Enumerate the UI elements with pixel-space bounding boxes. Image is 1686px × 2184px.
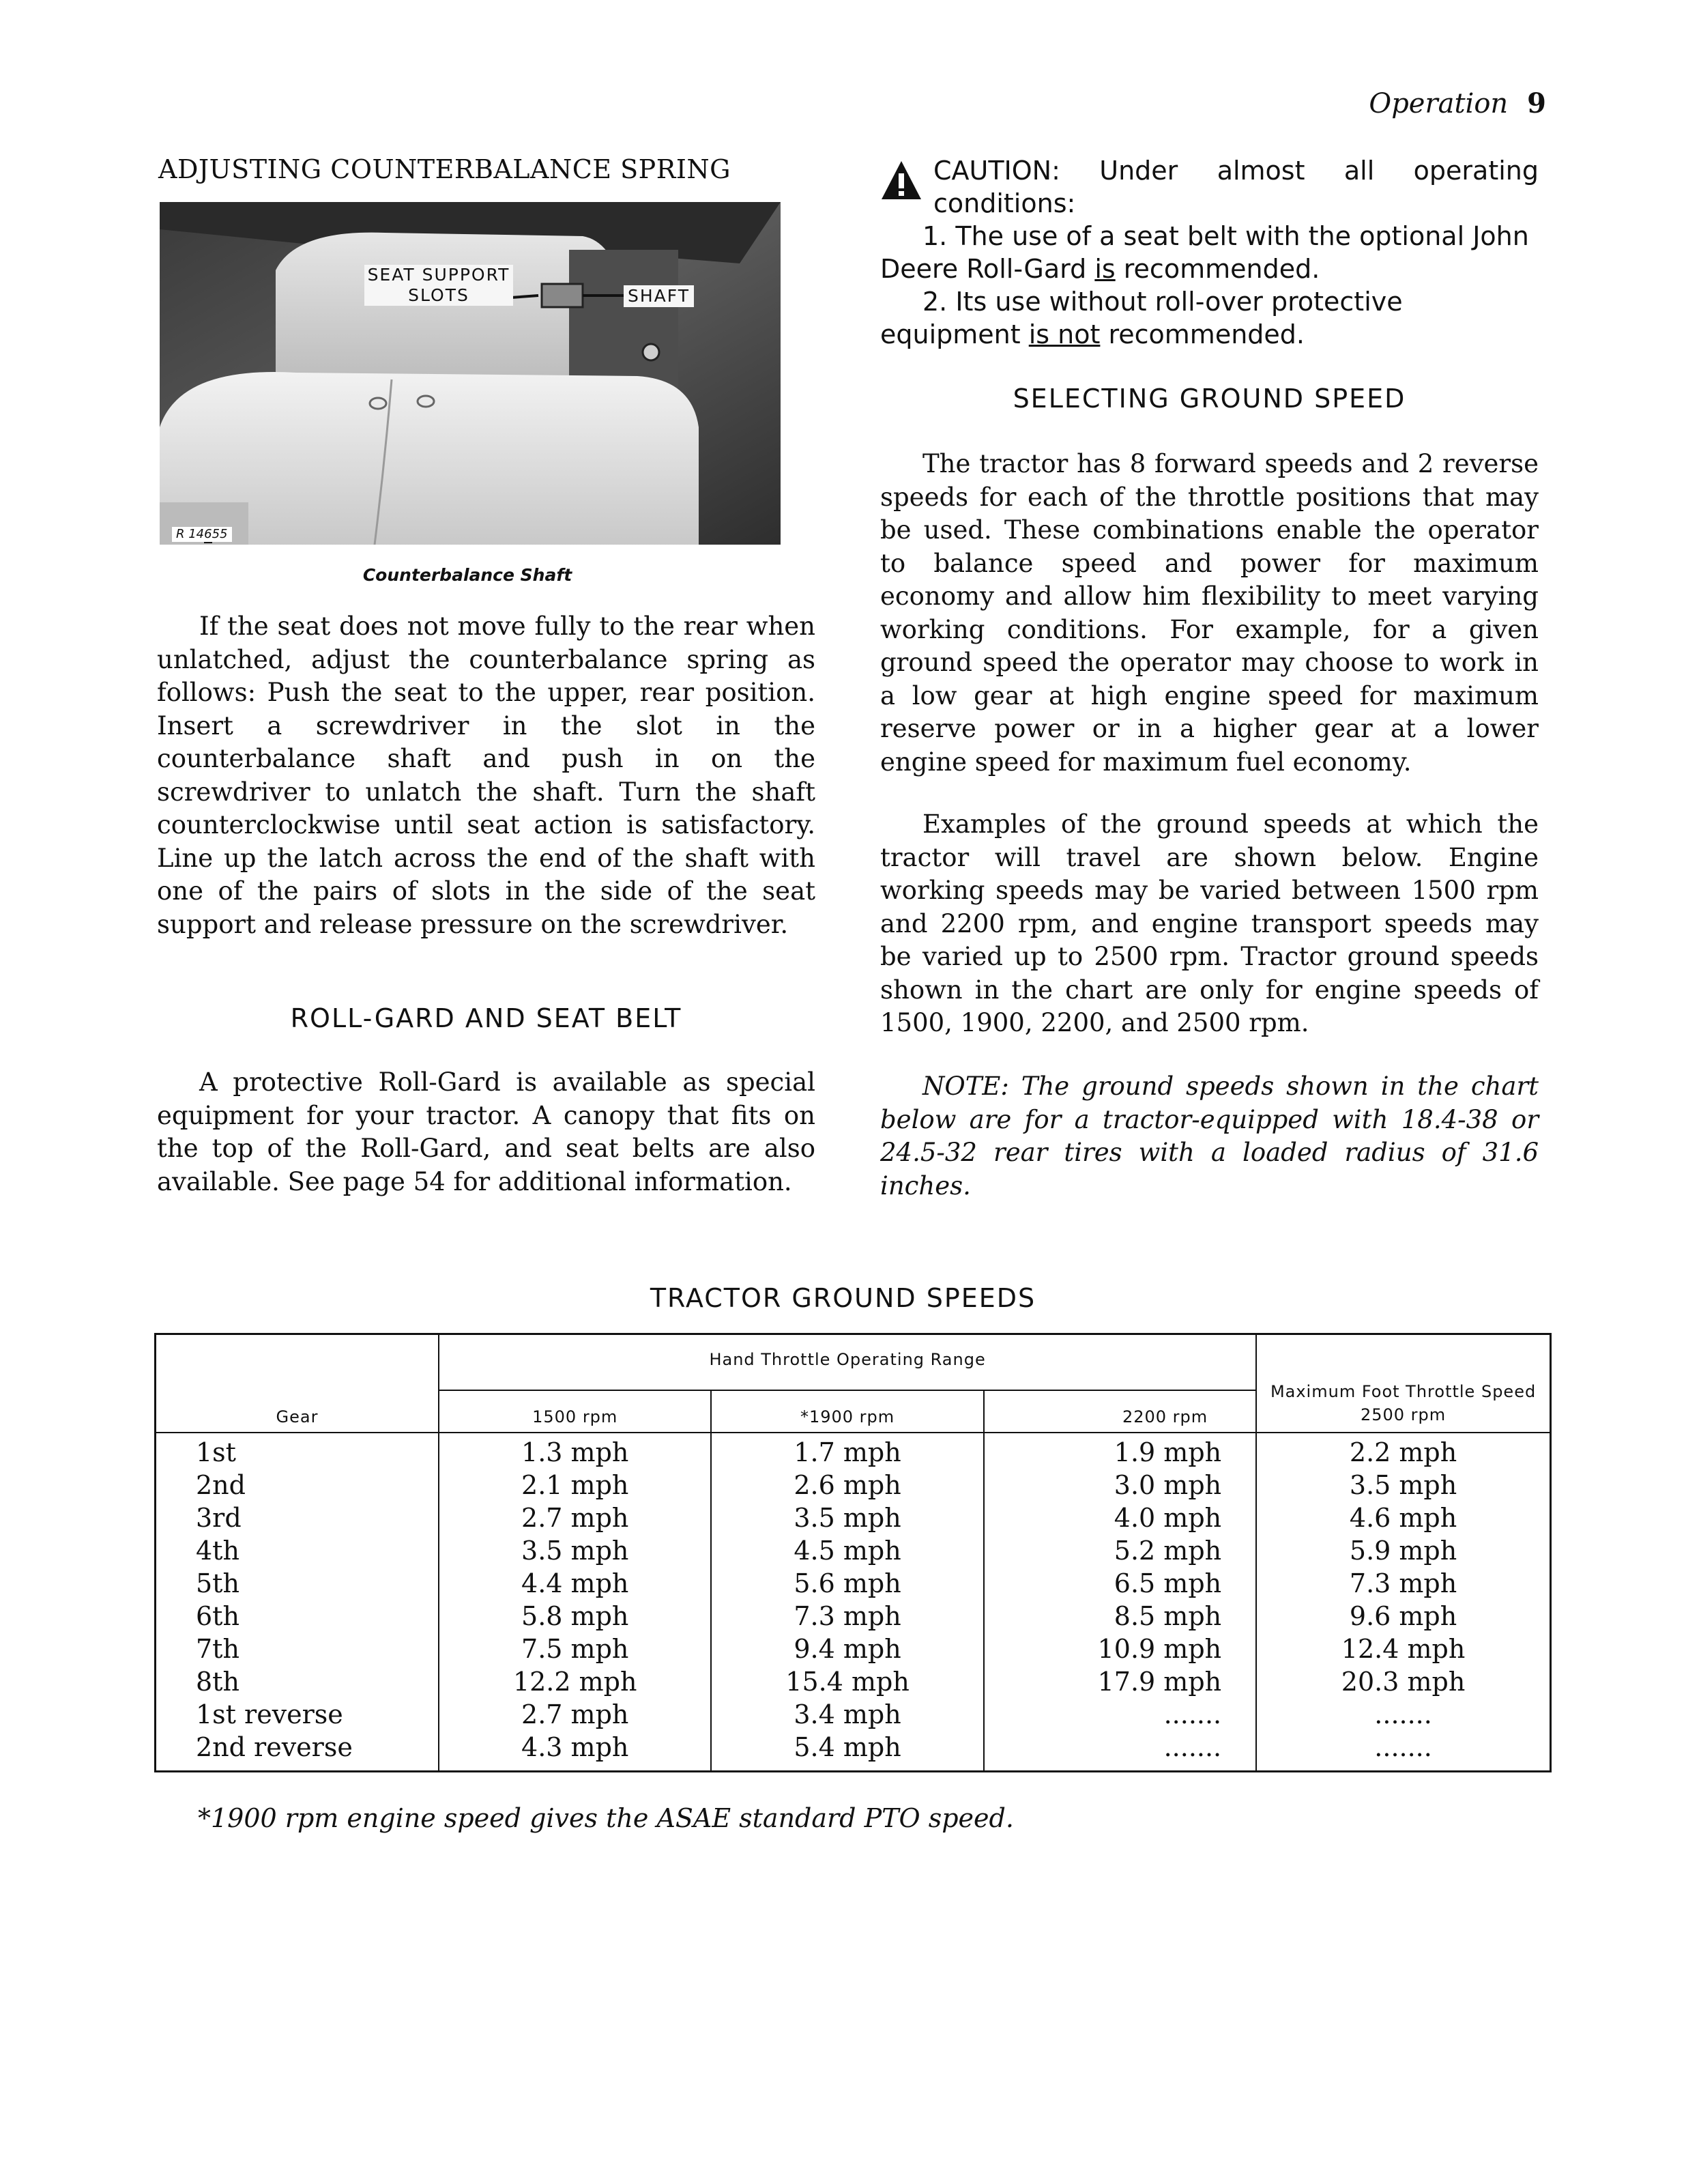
table-row [156, 1731, 1551, 1772]
cell-2200: 4.0 mph [984, 1502, 1256, 1534]
cell-2200: 10.9 mph [984, 1633, 1256, 1665]
cell-1900: 1.7 mph [711, 1433, 983, 1469]
cell-2200: ....... [984, 1698, 1256, 1731]
table-row [156, 1567, 1551, 1600]
cell-gear: 1st [196, 1437, 236, 1467]
page-number: 9 [1527, 87, 1546, 119]
caution-item-1 [880, 220, 1539, 285]
table-header-row [156, 1334, 1551, 1390]
table-row [156, 1469, 1551, 1502]
table-row [156, 1665, 1551, 1698]
cell-2500: 2.2 mph [1256, 1433, 1550, 1469]
caution-item-2 [880, 285, 1539, 351]
cell-2500: 3.5 mph [1256, 1469, 1550, 1502]
cell-2200: 8.5 mph [984, 1600, 1256, 1633]
cell-gear: 2nd reverse [196, 1732, 353, 1762]
table-row [156, 1600, 1551, 1633]
header-gear: Gear [156, 1334, 439, 1433]
cell-1900: 2.6 mph [711, 1469, 983, 1502]
cell-2200: 5.2 mph [984, 1534, 1256, 1567]
table-footnote: *1900 rpm engine speed gives the ASAE standard PTO speed. [198, 1803, 1014, 1833]
cell-1900: 15.4 mph [711, 1665, 983, 1698]
cell-2500: ....... [1256, 1731, 1550, 1772]
tire-note [880, 1070, 1539, 1203]
table-title: TRACTOR GROUND SPEEDS [650, 1283, 1036, 1313]
shaft-label: SHAFT [624, 285, 694, 307]
cell-1500: 2.1 mph [439, 1469, 711, 1502]
table-row [156, 1433, 1551, 1469]
cell-1500: 12.2 mph [439, 1665, 711, 1698]
table-body [156, 1433, 1551, 1772]
cell-1500: 1.3 mph [439, 1433, 711, 1469]
note-paragraph: NOTE: The ground speeds shown in the chart below are for a tractor-equipped with 18.4-38 or 24.5-32 rear tires with a loaded radius of 31.6 inches. [880, 1072, 1539, 1201]
caution-block [880, 154, 1539, 351]
cell-1900: 5.6 mph [711, 1567, 983, 1600]
cell-gear: 6th [196, 1600, 239, 1631]
section-name: Operation [1369, 88, 1509, 119]
cell-gear: 4th [196, 1535, 239, 1566]
cell-gear: 8th [196, 1666, 239, 1697]
label-line: SEAT SUPPORT [367, 265, 510, 285]
photo-caption: Counterbalance Shaft [362, 565, 572, 585]
cell-1900: 4.5 mph [711, 1534, 983, 1567]
caution-text: recommended. [1115, 254, 1320, 284]
caution-emphasis: is not [1028, 319, 1101, 349]
page-header [1369, 87, 1546, 119]
caution-text: recommended. [1100, 319, 1305, 349]
warning-triangle-icon [880, 160, 922, 201]
cell-1500: 7.5 mph [439, 1633, 711, 1665]
cell-1900: 3.4 mph [711, 1698, 983, 1731]
table-row [156, 1633, 1551, 1665]
cell-2500: 9.6 mph [1256, 1600, 1550, 1633]
cell-2500: 20.3 mph [1256, 1665, 1550, 1698]
paragraph: A protective Roll-Gard is available as special equipment for your tractor. A canopy that fits on the top of the Roll-Gard, and seat belts are also available. See page 54 for additional information. [157, 1067, 815, 1196]
cell-1900: 9.4 mph [711, 1633, 983, 1665]
header-2200: 2200 rpm [984, 1390, 1256, 1433]
roll-gard-text [157, 1066, 815, 1198]
section-title-ground-speed: SELECTING GROUND SPEED [1013, 384, 1406, 414]
cell-2200: 3.0 mph [984, 1469, 1256, 1502]
counterbalance-photo [160, 202, 781, 545]
cell-2500: 7.3 mph [1256, 1567, 1550, 1600]
cell-2500: 5.9 mph [1256, 1534, 1550, 1567]
label-line: SLOTS [408, 285, 469, 305]
paragraph: If the seat does not move fully to the rear when unlatched, adjust the counterbalance spring as follows: Push the seat to the upper, rear position. Insert a screwdriver in the slot in the counterbalance shaft and push in on the screwdriver to unlatch the shaft. Turn the shaft counterclockwise until seat action is satisfactory. Line up the latch across the end of the shaft with one of the pairs of slots in the side of the seat support and release pressure on the screwdriver. [157, 612, 815, 939]
cell-1900: 3.5 mph [711, 1502, 983, 1534]
cell-2500: ....... [1256, 1698, 1550, 1731]
photo-ref-code: R 14655 [172, 527, 232, 542]
cell-gear: 1st reverse [196, 1699, 343, 1729]
table-row [156, 1534, 1551, 1567]
cell-2500: 4.6 mph [1256, 1502, 1550, 1534]
header-1500: 1500 rpm [439, 1390, 711, 1433]
ground-speeds-table [154, 1333, 1552, 1772]
cell-2200: 6.5 mph [984, 1567, 1256, 1600]
caution-text: 2. Its use without roll-over protective equipment [880, 287, 1403, 349]
photo-illustration [160, 202, 781, 545]
header-line: 2500 rpm [1360, 1405, 1447, 1424]
section-title-roll-gard: ROLL-GARD AND SEAT BELT [290, 1003, 682, 1033]
cell-2500: 12.4 mph [1256, 1633, 1550, 1665]
cell-gear: 7th [196, 1633, 239, 1664]
ground-speed-text [880, 448, 1539, 779]
header-1900: *1900 rpm [711, 1390, 983, 1433]
cell-gear: 3rd [196, 1502, 242, 1533]
header-line: Maximum Foot Throttle Speed [1270, 1381, 1537, 1401]
cell-2200: ....... [984, 1731, 1256, 1772]
cell-gear: 2nd [196, 1469, 246, 1500]
cell-1900: 7.3 mph [711, 1600, 983, 1633]
cell-2200: 1.9 mph [984, 1433, 1256, 1469]
caution-label: CAUTION: Under almost all operating conditions: [933, 156, 1539, 218]
cell-1500: 4.3 mph [439, 1731, 711, 1772]
seat-support-slots-label [364, 265, 513, 306]
table-row [156, 1502, 1551, 1534]
table-row [156, 1698, 1551, 1731]
cell-1500: 5.8 mph [439, 1600, 711, 1633]
header-max-foot-throttle [1256, 1334, 1550, 1433]
paragraph: Examples of the ground speeds at which the tractor will travel are shown below. Engine working speeds may be varied between 1500 rpm and 2200 rpm, and engine transport speeds may be varied up to 2500 rpm. Tractor ground speeds shown in the chart are only for engine speeds of 1500, 1900, 2200, and 2500 rpm. [880, 809, 1539, 1037]
caution-emphasis: is [1094, 254, 1116, 284]
paragraph: The tractor has 8 forward speeds and 2 reverse speeds for each of the throttle positions that may be used. These combinations enable the operator to balance speed and power for maximum economy and allow him flexibility to meet varying working conditions. For example, for a given ground speed the operator may choose to work in a low gear at high engine speed for maximum reserve power or in a higher gear at a lower engine speed for maximum fuel economy. [880, 449, 1539, 777]
cell-1900: 5.4 mph [711, 1731, 983, 1772]
cell-1500: 2.7 mph [439, 1698, 711, 1731]
cell-gear: 5th [196, 1568, 239, 1598]
cell-2200: 17.9 mph [984, 1665, 1256, 1698]
ground-speed-examples [880, 808, 1539, 1040]
caution-text: 1. The use of a seat belt with the optional John Deere Roll-Gard [880, 221, 1529, 284]
counterbalance-instructions [157, 610, 815, 941]
cell-1500: 2.7 mph [439, 1502, 711, 1534]
cell-1500: 4.4 mph [439, 1567, 711, 1600]
cell-1500: 3.5 mph [439, 1534, 711, 1567]
header-hand-throttle: Hand Throttle Operating Range [439, 1334, 1256, 1390]
section-title-counterbalance: ADJUSTING COUNTERBALANCE SPRING [158, 154, 731, 184]
